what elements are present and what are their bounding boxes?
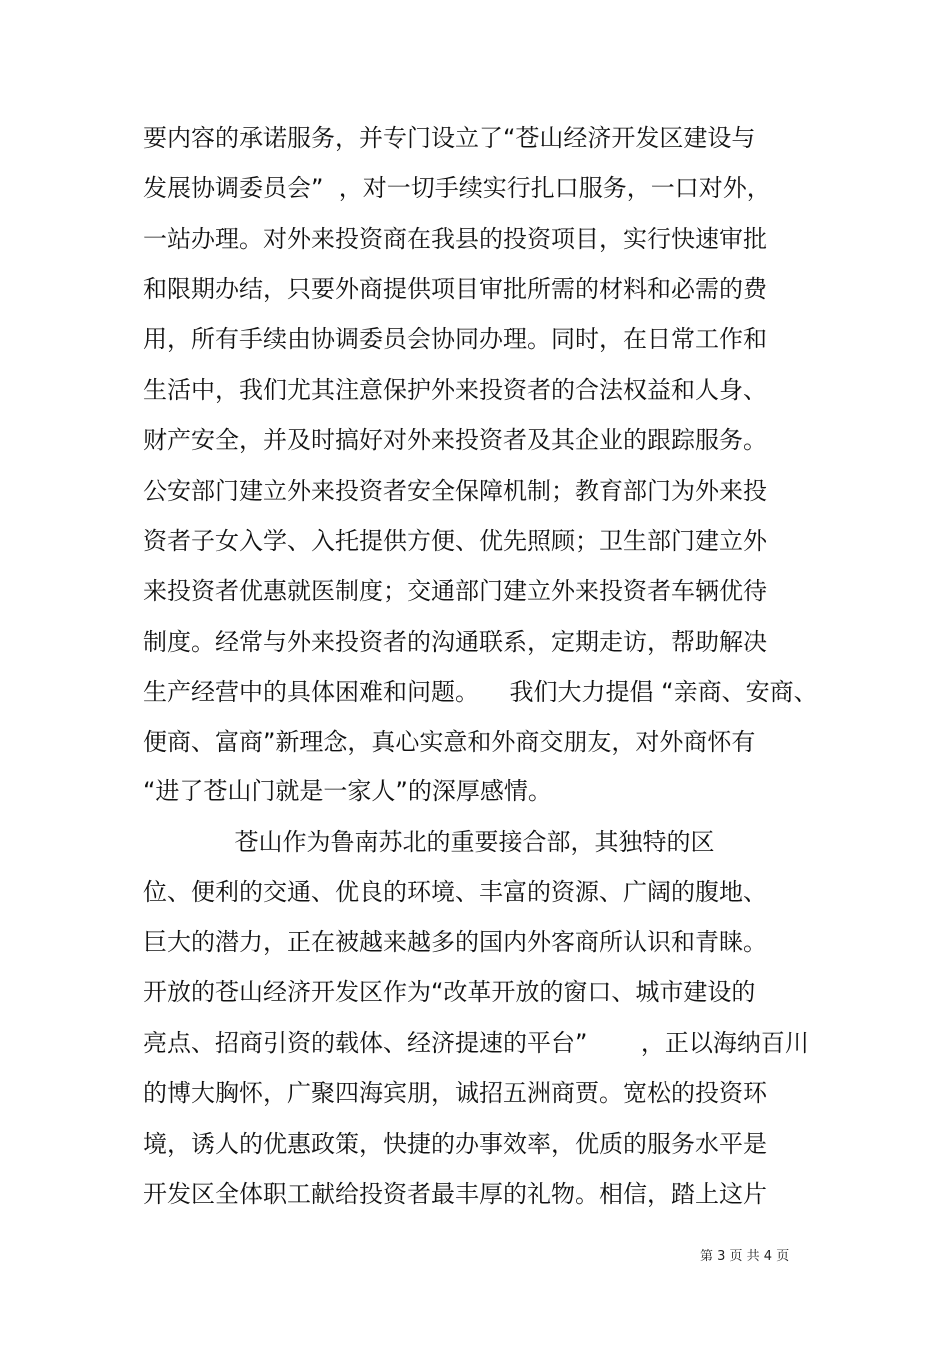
text-line: 用，所有手续由协调委员会协同办理。同时，在日常工作和	[143, 325, 767, 353]
text-line: 来投资者优惠就医制度；交通部门建立外来投资者车辆优待	[143, 577, 767, 605]
text-line: 开放的苍山经济开发区作为“改革开放的窗口、城市建设的	[143, 978, 756, 1006]
text-line: 苍山作为鲁南苏北的重要接合部，其独特的区	[143, 828, 715, 856]
text-line: 公安部门建立外来投资者安全保障机制；教育部门为外来投	[143, 477, 767, 505]
page-number: 第 3 页 共 4 页	[700, 1249, 790, 1264]
text-line: 财产安全，并及时搞好对外来投资者及其企业的跟踪服务。	[143, 426, 767, 454]
text-line: “进了苍山门就是一家人”的深厚感情。	[143, 777, 552, 805]
text-line: 要内容的承诺服务，并专门设立了“苍山经济开发区建设与	[143, 124, 756, 152]
text-line: 资者子女入学、入托提供方便、优先照顾；卫生部门建立外	[143, 527, 767, 555]
text-line: 制度。经常与外来投资者的沟通联系，定期走访，帮助解决	[143, 628, 767, 656]
text-line: 生产经营中的具体困难和问题。 我们大力提倡 “亲商、安商、	[143, 678, 818, 706]
text-line: 便商、富商”新理念，真心实意和外商交朋友，对外商怀有	[143, 728, 756, 756]
text-line: 的博大胸怀，广聚四海宾朋，诚招五洲商贾。宽松的投资环	[143, 1079, 767, 1107]
text-line: 和限期办结，只要外商提供项目审批所需的材料和必需的费	[143, 275, 767, 303]
text-line: 境，诱人的优惠政策，快捷的办事效率，优质的服务水平是	[143, 1130, 767, 1158]
text-line: 生活中，我们尤其注意保护外来投资者的合法权益和人身、	[143, 376, 767, 404]
text-line: 发展协调委员会” ，对一切手续实行扎口服务，一口对外，	[143, 174, 771, 202]
text-line: 位、便利的交通、优良的环境、丰富的资源、广阔的腹地、	[143, 878, 767, 906]
text-line: 开发区全体职工献给投资者最丰厚的礼物。相信，踏上这片	[143, 1180, 767, 1208]
text-line: 巨大的潜力，正在被越来越多的国内外客商所认识和青睐。	[143, 928, 767, 956]
text-line: 一站办理。对外来投资商在我县的投资项目，实行快速审批	[143, 225, 767, 253]
text-line: 亮点、招商引资的载体、经济提速的平台” ，正以海纳百川	[143, 1029, 809, 1057]
